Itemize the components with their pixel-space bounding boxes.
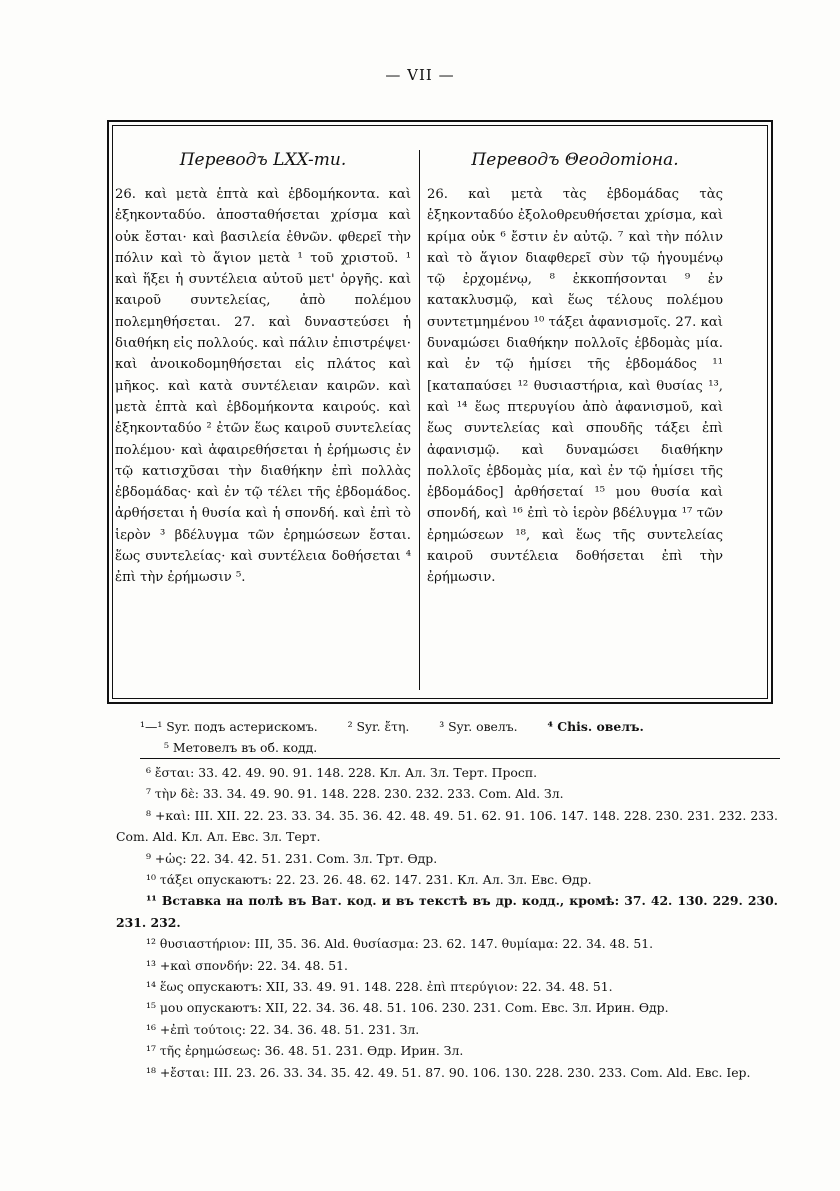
- lxx-note-1: ¹—¹ Syr. подъ астерискомъ.: [140, 719, 318, 734]
- footnote-rule: [140, 758, 780, 759]
- page-number: — VII —: [385, 66, 455, 84]
- theodotion-apparatus: [116, 762, 778, 1083]
- note-18: ¹⁸ +ἔσται: III. 23. 26. 33. 34. 35. 42. 49. 51. 87. 90. 106. 130. 228. 230. 233. Com. Ald. Евс. Іер.: [146, 1064, 751, 1080]
- lxx-note-2: ² Syr. ἔτη.: [347, 719, 410, 734]
- note-6: ⁶ ἔσται: 33. 42. 49. 90. 91. 148. 228. Кл. Ал. Зл. Терт. Просп.: [146, 765, 538, 780]
- theodotion-heading: Переводъ Θеодотіона.: [471, 150, 679, 170]
- lxx-apparatus: [140, 716, 780, 758]
- theodotion-column: [427, 150, 723, 589]
- note-15: ¹⁵ μου опускаютъ: XII, 22. 34. 36. 48. 51. 106. 230. 231. Com. Евс. Зл. Ирин. Өдр.: [146, 1000, 669, 1016]
- note-16: ¹⁶ +ἐπὶ τούτοις: 22. 34. 36. 48. 51. 231. Зл.: [146, 1021, 420, 1037]
- lxx-heading: Переводъ LXX-ти.: [179, 150, 347, 170]
- note-13: ¹³ +καὶ σπονδήν: 22. 34. 48. 51.: [146, 957, 348, 973]
- lxx-column: [115, 150, 411, 589]
- note-8: ⁸ +καὶ: III. XII. 22. 23. 33. 34. 35. 36. 42. 48. 49. 51. 62. 91. 106. 147. 148. 228. 230. 231. 232. 233. Com. Ald. Кл. Ал. Евс. Зл. Терт.: [116, 807, 778, 845]
- lxx-text: 26. καὶ μετὰ ἑπτὰ καὶ ἑβδομήκοντα. καὶ ἑξηκονταδύο. ἀποσταθήσεται χρίσμα καὶ οὐκ ἔσται· καὶ βασιλεία ἐθνῶν. φθερεῖ τὴν πόλιν καὶ τὸ ἅγιον μετὰ ¹ τοῦ χριστοῦ. ¹ καὶ ἥξει ἡ συντέλεια αὐτοῦ μετ' ὀργῆς. καὶ καιροῦ συντελείας, ἀπὸ πολέμου πολεμηθήσεται. 27. καὶ δυναστεύσει ἡ διαθήκη εἰς πολλούς. καὶ πάλιν ἐπιστρέψει· καὶ ἀνοικοδομηθήσεται εἰς πλάτος καὶ μῆκος. καὶ κατὰ συντέλειαν καιρῶν. καὶ μετὰ ἑπτὰ καὶ ἑβδομήκοντα καιρούς. καὶ ἑξηκονταδύο ² ἐτῶν ἕως καιροῦ συντελείας πολέμου· καὶ ἀφαιρεθήσεται ἡ ἐρήμωσις ἐν τῷ κατισχῦσαι τὴν διαθήκην ἐπὶ πολλὰς ἑβδομάδας· καὶ ἐν τῷ τέλει τῆς ἑβδομάδος. ἀρθήσεται ἡ θυσία καὶ ἡ σπονδή. καὶ ἐπὶ τὸ ἱερὸν ³ βδέλυγμα τῶν ἐρημώσεων ἔσται. ἕως συντελείας· καὶ συντέλεια δοθήσεται ⁴ ἐπὶ τὴν ἐρήμωσιν ⁵.: [115, 187, 411, 586]
- note-12: ¹² θυσιαστήριον: III, 35. 36. Ald. θυσίασμα: 23. 62. 147. θυμίαμα: 22. 34. 48. 51.: [146, 936, 654, 952]
- note-17: ¹⁷ τῆς ἐρημώσεως: 36. 48. 51. 231. Өдр. Ирин. Зл.: [146, 1043, 464, 1059]
- note-11: ¹¹ Вставка на полѣ въ Ват. код. и въ текстѣ въ др. кодд., кромѣ: 37. 42. 130. 229. 230. 231. 232.: [116, 893, 778, 930]
- note-9: ⁹ +ὡς: 22. 34. 42. 51. 231. Com. Зл. Трт. Өдр.: [146, 850, 438, 866]
- column-divider: [419, 150, 420, 690]
- lxx-note-3: ³ Syr. овелъ.: [439, 719, 518, 734]
- note-10: ¹⁰ τάξει опускаютъ: 22. 23. 26. 48. 62. 147. 231. Кл. Ал. Зл. Евс. Өдр.: [146, 872, 592, 888]
- lxx-note-4: ⁴ Chis. овелъ.: [547, 719, 644, 734]
- lxx-note-5: ⁵ Метовелъ въ об. кодд.: [164, 740, 318, 755]
- note-7: ⁷ τὴν δὲ: 33. 34. 49. 90. 91. 148. 228. 230. 232. 233. Com. Ald. Зл.: [146, 786, 564, 802]
- theodotion-text: 26. καὶ μετὰ τὰς ἑβδομάδας τὰς ἑξηκονταδύο ἐξολοθρευθήσεται χρίσμα, καὶ κρίμα οὐκ ⁶ ἔστιν ἐν αὐτῷ. ⁷ καὶ τὴν πόλιν καὶ τὸ ἅγιον διαφθερεῖ σὺν τῷ ἡγουμένῳ τῷ ἐρχομένῳ, ⁸ ἐκκοπήσονται ⁹ ἐν κατακλυσμῷ, καὶ ἕως τέλους πολέμου συντετμημένου ¹⁰ τάξει ἀφανισμοῖς. 27. καὶ δυναμώσει διαθήκην πολλοῖς ἑβδομὰς μία. καὶ ἐν τῷ ἡμίσει τῆς ἑβδομάδος ¹¹ [καταπαύσει ¹² θυσιαστήρια, καὶ θυσίας ¹³, καὶ ¹⁴ ἕως πτερυγίου ἀπὸ ἀφανισμοῦ, καὶ ἕως συντελείας καὶ σπουδῆς τάξει ἐπὶ ἀφανισμῷ. καὶ δυναμώσει διαθήκην πολλοῖς ἑβδομὰς μία, καὶ ἐν τῷ ἡμίσει τῆς ἑβδομάδος] ἀρθήσεταί ¹⁵ μου θυσία καὶ σπονδή, καὶ ¹⁶ ἐπὶ τὸ ἱερὸν βδέλυγμα ¹⁷ τῶν ἐρημώσεων ¹⁸, καὶ ἕως τῆς συντελείας καιροῦ συντέλεια δοθήσεται ἐπὶ τὴν ἐρήμωσιν.: [427, 187, 723, 586]
- note-14: ¹⁴ ἕως опускаютъ: XII, 33. 49. 91. 148. 228. ἐπὶ πτερύγιον: 22. 34. 48. 51.: [146, 979, 613, 995]
